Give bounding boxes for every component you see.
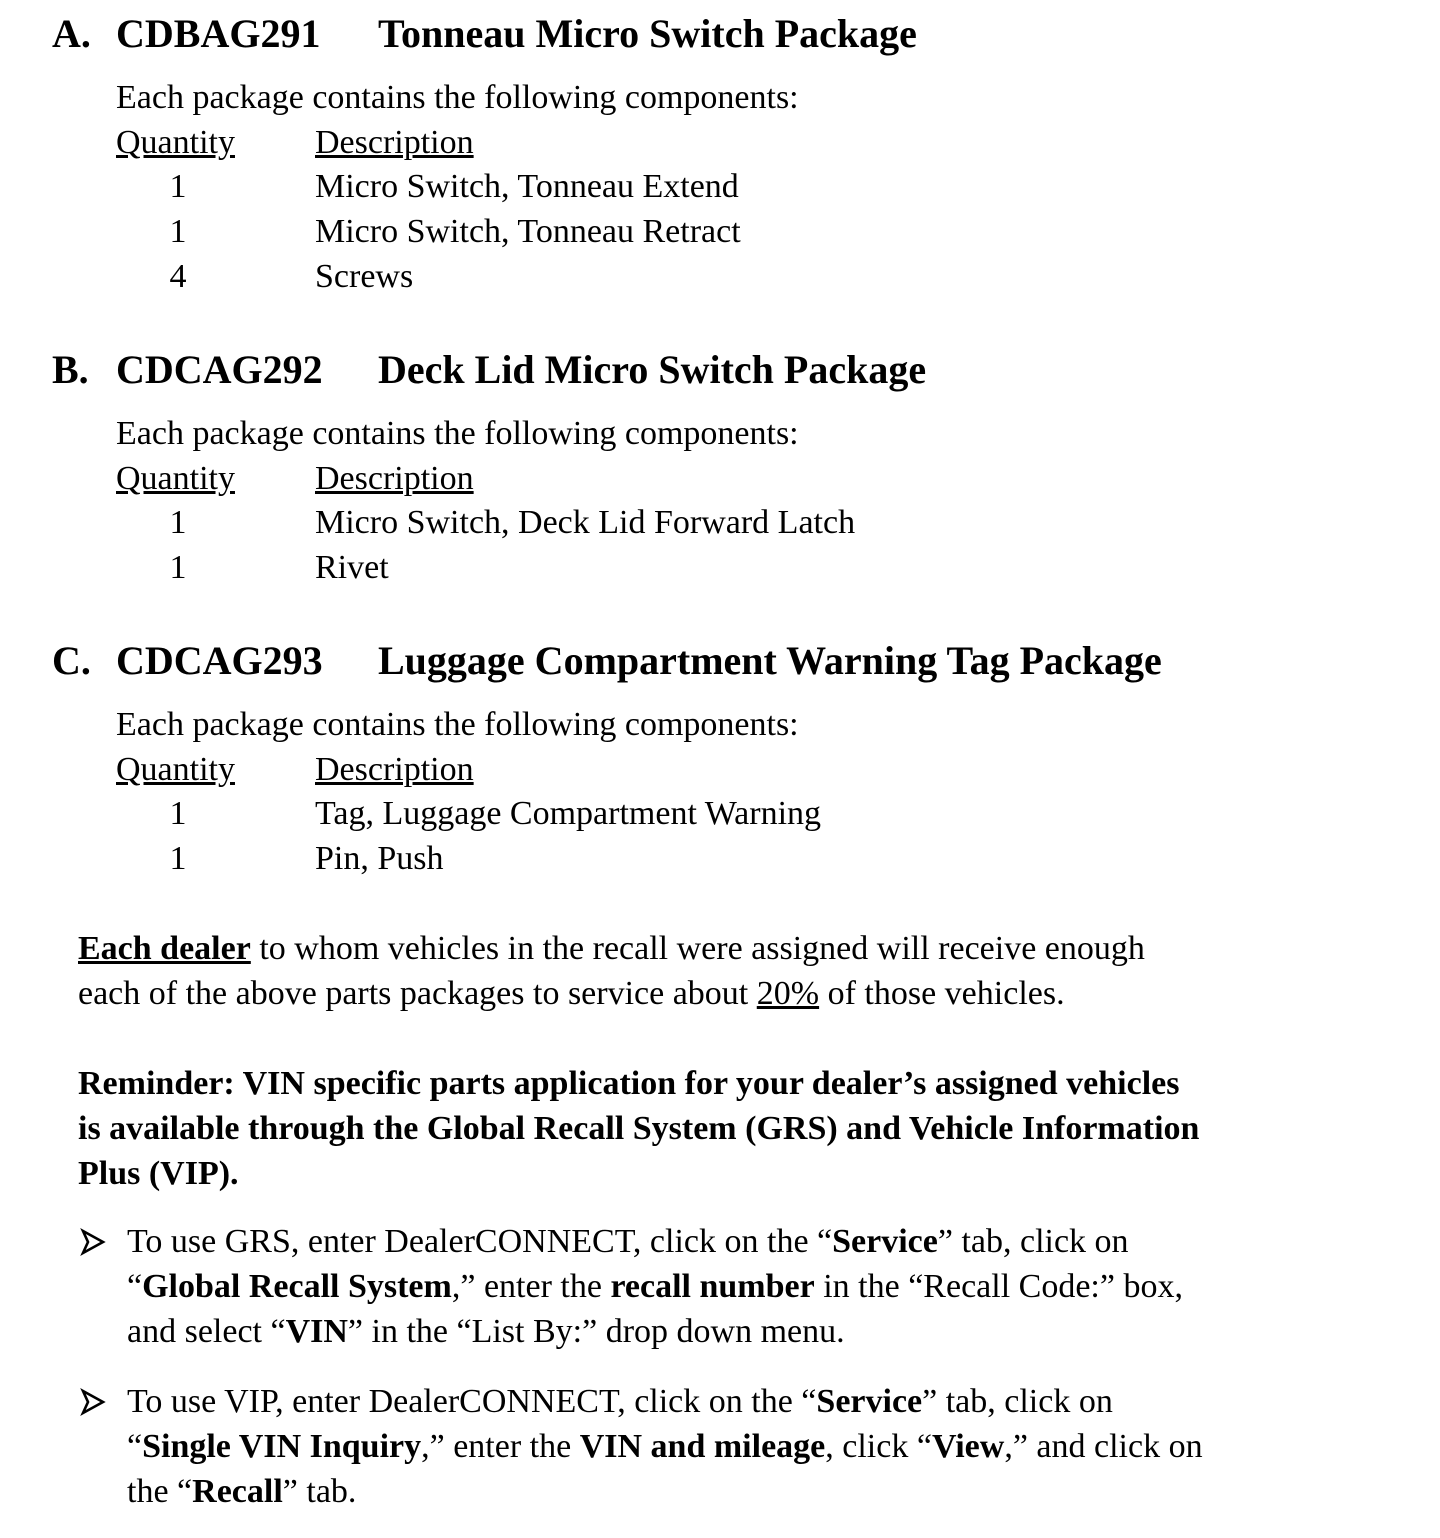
package-name: Deck Lid Micro Switch Package [378, 347, 927, 392]
vip-line [127, 1469, 1203, 1514]
component-row [0, 167, 1440, 207]
component-description: Screws [315, 258, 414, 295]
component-quantity: 4 [169, 258, 187, 295]
component-row [0, 839, 1440, 879]
reminder-line: Plus (VIP). [78, 1155, 239, 1192]
text-run: the “ [127, 1473, 193, 1510]
reminder-block [78, 1061, 1398, 1196]
percent-value: 20% [756, 975, 820, 1012]
component-quantity: 1 [169, 840, 187, 877]
text-run: To use VIP, enter DealerCONNECT, click on the “ [127, 1383, 817, 1420]
description-header: Description [315, 460, 474, 497]
package-letter: B. [52, 347, 89, 392]
quantity-header: Quantity [116, 460, 235, 497]
text-run: ,” enter the [421, 1428, 580, 1465]
package-code: CDCAG292 [116, 347, 323, 392]
reminder-line: is available through the Global Recall System (GRS) and Vehicle Information [78, 1110, 1200, 1147]
component-quantity: 1 [169, 168, 187, 205]
vin-mileage-term: VIN and mileage [579, 1428, 826, 1465]
component-quantity: 1 [169, 549, 187, 586]
component-row [0, 548, 1440, 588]
component-description: Rivet [315, 549, 389, 586]
grs-text [127, 1219, 1183, 1354]
package-letter: C. [52, 638, 91, 683]
text-run: ,” enter the [451, 1268, 611, 1305]
text-run: and select “ [127, 1313, 286, 1350]
text-run: , click “ [825, 1428, 932, 1465]
note-text: of those vehicles. [819, 975, 1065, 1012]
text-run: To use GRS, enter DealerCONNECT, click on the “ [127, 1223, 833, 1260]
text-run: in the “Recall Code:” box, [814, 1268, 1183, 1305]
each-dealer-emphasis: Each dealer [78, 930, 251, 967]
component-row [0, 794, 1440, 834]
vin-term: VIN [285, 1313, 348, 1350]
note-line [78, 971, 1398, 1016]
component-quantity: 1 [169, 504, 187, 541]
component-description: Pin, Push [315, 840, 444, 877]
package-intro: Each package contains the following components: [116, 415, 799, 452]
arrowhead-bullet-icon [80, 1219, 106, 1264]
text-run: ” tab, click on [922, 1383, 1113, 1420]
reminder-line: Reminder: VIN specific parts application for your dealer’s assigned vehicles [78, 1065, 1180, 1102]
package-code: CDBAG291 [116, 11, 321, 56]
component-row [0, 212, 1440, 252]
package-letter: A. [52, 11, 91, 56]
text-run: ,” and click on [1004, 1428, 1203, 1465]
global-recall-system-name: Global Recall System [142, 1268, 452, 1305]
component-row [0, 257, 1440, 297]
grs-line [127, 1264, 1183, 1309]
component-description: Micro Switch, Tonneau Retract [315, 213, 741, 250]
text-run: “ [127, 1428, 143, 1465]
note-text: to whom vehicles in the recall were assigned will receive enough [250, 930, 1145, 967]
component-description: Tag, Luggage Compartment Warning [315, 795, 822, 832]
recall-number-term: recall number [610, 1268, 815, 1305]
service-tab-name: Service [832, 1223, 938, 1260]
service-tab-name: Service [816, 1383, 923, 1420]
dealer-allocation-note [78, 926, 1398, 1016]
text-run: ” tab, click on [937, 1223, 1129, 1260]
component-quantity: 1 [169, 213, 187, 250]
note-line [78, 926, 1398, 971]
package-name: Luggage Compartment Warning Tag Package [378, 638, 1162, 683]
package-code: CDCAG293 [116, 638, 323, 683]
view-term: View [931, 1428, 1005, 1465]
component-description: Micro Switch, Tonneau Extend [315, 168, 739, 205]
grs-line [127, 1219, 1183, 1264]
description-header: Description [315, 751, 474, 788]
component-quantity: 1 [169, 795, 187, 832]
vip-line [127, 1379, 1203, 1424]
grs-line [127, 1309, 1183, 1354]
vip-line [127, 1424, 1203, 1469]
quantity-header: Quantity [116, 751, 235, 788]
text-run: ” tab. [282, 1473, 357, 1510]
component-row [0, 503, 1440, 543]
component-description: Micro Switch, Deck Lid Forward Latch [315, 504, 856, 541]
package-intro: Each package contains the following components: [116, 79, 799, 116]
single-vin-inquiry-name: Single VIN Inquiry [142, 1428, 422, 1465]
package-intro: Each package contains the following components: [116, 706, 799, 743]
text-run: “ [127, 1268, 143, 1305]
quantity-header: Quantity [116, 124, 235, 161]
recall-tab-name: Recall [192, 1473, 283, 1510]
note-text: each of the above parts packages to service about [78, 975, 757, 1012]
package-name: Tonneau Micro Switch Package [378, 11, 917, 56]
text-run: ” in the “List By:” drop down menu. [347, 1313, 845, 1350]
vip-text [127, 1379, 1203, 1514]
description-header: Description [315, 124, 474, 161]
arrowhead-bullet-icon [80, 1379, 106, 1424]
